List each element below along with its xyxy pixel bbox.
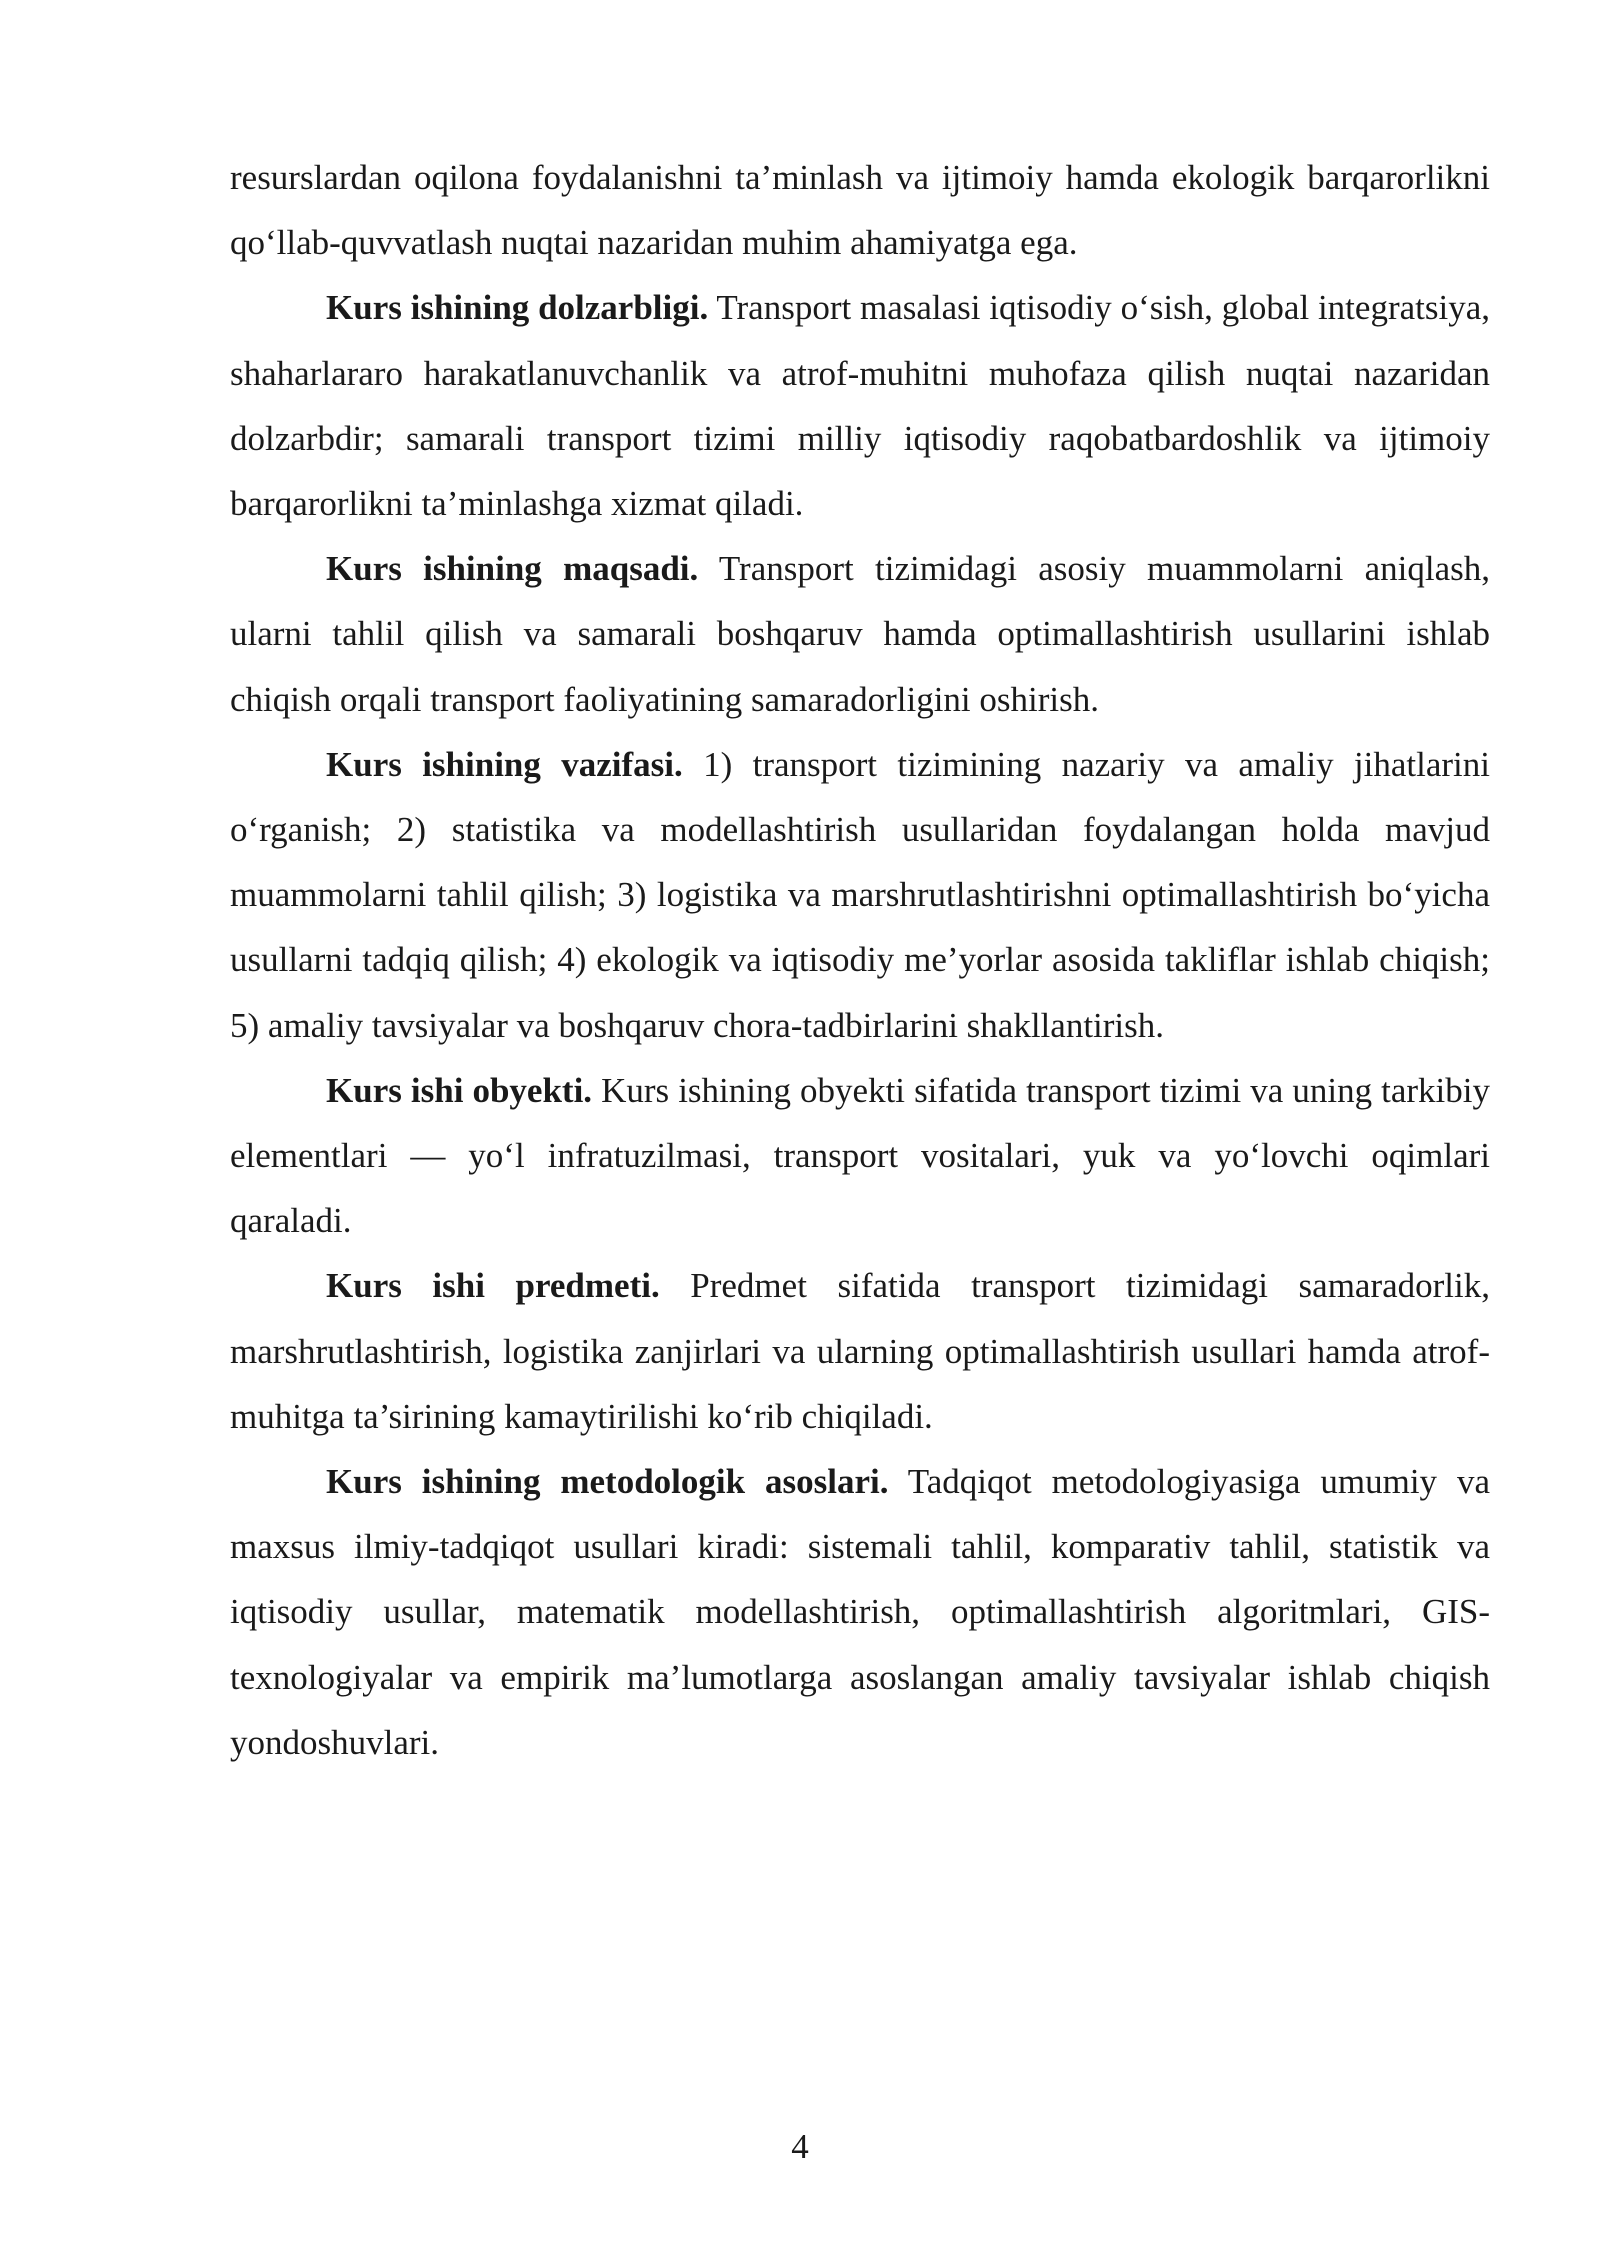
paragraph-text: Predmet sifatida transport tizimidagi samaradorlik, marshrutlashtirish, logistika zanjirlari va ularning optimallashtirish usullari hamda atrof-muhitga ta’sirining kamaytirilishi ko‘rib chiqiladi. (230, 1266, 1490, 1436)
paragraph-heading: Kurs ishining maqsadi. (326, 549, 699, 589)
paragraph-text: Transport masalasi iqtisodiy o‘sish, global integratsiya, shaharlararo harakatlanuvchanlik va atrof-muhitni muhofaza qilish nuqtai nazaridan dolzarbdir; samarali transport tizimi milliy iqtisodiy raqobatbardoshlik va ijtimoiy barqarorlikni ta’minlashga xizmat qiladi. (230, 288, 1490, 524)
paragraph-subject (230, 1253, 1490, 1449)
paragraph-text: Tadqiqot metodologiyasiga umumiy va maxsus ilmiy-tadqiqot usullari kiradi: sistemali tahlil, komparativ tahlil, statistik va iqtisodiy usullar, matematik modellashtirish, optimallashtirish algoritmlari, GIS-texnologiyalar va empirik ma’lumotlarga asoslangan amaliy tavsiyalar ishlab chiqish yondoshuvlari. (230, 1462, 1490, 1762)
paragraph-text: Kurs ishining obyekti sifatida transport tizimi va uning tarkibiy elementlari — yo‘l infratuzilmasi, transport vositalari, yuk va yo‘lovchi oqimlari qaraladi. (230, 1070, 1490, 1241)
paragraph-heading: Kurs ishi obyekti. (326, 1070, 593, 1110)
paragraph-goal (230, 536, 1490, 732)
paragraph-text: resurslardan oqilona foydalanishni ta’minlash va ijtimoiy hamda ekologik barqarorlikni qo‘llab-quvvatlash nuqtai nazaridan muhim ahamiyatga ega. (230, 158, 1490, 263)
paragraph-object (230, 1058, 1490, 1254)
paragraph-relevance (230, 275, 1490, 536)
paragraph-text: Transport tizimidagi asosiy muammolarni aniqlash, ularni tahlil qilish va samarali boshqaruv hamda optimallashtirish usullarini ishlab chiqish orqali transport faoliyatining samaradorligini oshirish. (230, 549, 1490, 719)
paragraph-heading: Kurs ishi predmeti. (326, 1266, 660, 1306)
paragraph-heading: Kurs ishining vazifasi. (326, 744, 683, 784)
paragraph-continuation (230, 145, 1490, 275)
page-body (230, 145, 1490, 1775)
paragraph-text: 1) transport tizimining nazariy va amaliy jihatlarini o‘rganish; 2) statistika va modellashtirish usullaridan foydalangan holda mavjud muammolarni tahlil qilish; 3) logistika va marshrutlashtirishni optimallashtirish bo‘yicha usullarni tadqiq qilish; 4) ekologik va iqtisodiy me’yorlar asosida takliflar ishlab chiqish; 5) amaliy tavsiyalar va boshqaruv chora-tadbirlarini shakllantirish. (230, 744, 1491, 1045)
paragraph-heading: Kurs ishining metodologik asoslari. (326, 1462, 889, 1502)
paragraph-methodology (230, 1449, 1490, 1775)
page-number: 4 (791, 2127, 809, 2166)
paragraph-heading: Kurs ishining dolzarbligi. (326, 288, 709, 328)
paragraph-tasks (230, 732, 1490, 1058)
